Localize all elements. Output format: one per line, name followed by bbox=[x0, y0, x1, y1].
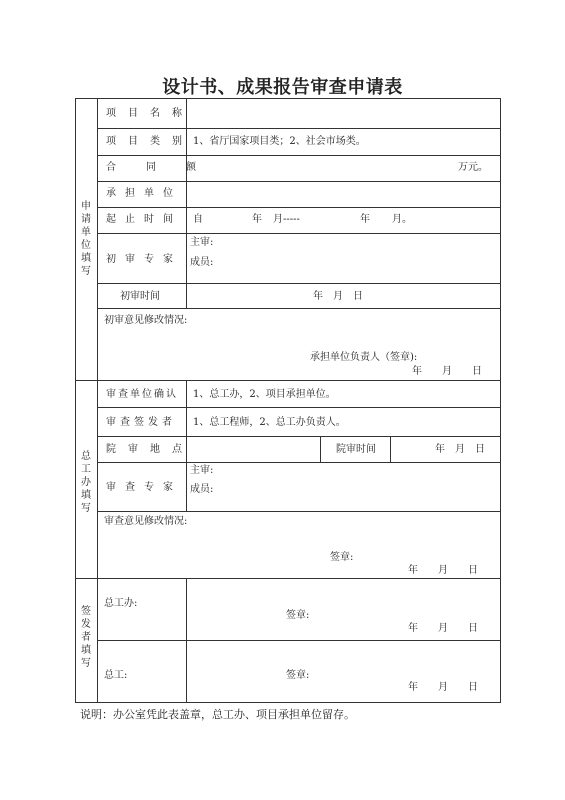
engineer-date: 年 月 日 bbox=[408, 682, 478, 693]
initial-member-label: 成员: bbox=[190, 257, 214, 268]
unit-confirm-label: 审查单位确认 bbox=[106, 389, 178, 400]
section3-side-label: 签发者填写 bbox=[81, 606, 91, 669]
period-month1: 月----- bbox=[273, 214, 300, 225]
section2-side-label: 总工办填写 bbox=[81, 451, 91, 514]
section1-side-label: 申请单位填写 bbox=[81, 201, 91, 277]
venue-label: 院审地点 bbox=[106, 444, 194, 455]
office-seal-label: 签章: bbox=[286, 610, 310, 621]
period-label: 起止时间 bbox=[106, 214, 182, 225]
undertaking-unit-label: 承担单位 bbox=[106, 188, 182, 199]
footnote: 说明：办公室凭此表盖章，总工办、项目承担单位留存。 bbox=[80, 708, 355, 721]
signer-value: 1、总工程师，2、总工办负责人。 bbox=[193, 417, 346, 428]
review-opinion-label: 审查意见修改情况: bbox=[104, 516, 188, 527]
contract-amount-label: 合同额 bbox=[106, 162, 226, 173]
period-year1: 年 bbox=[252, 214, 262, 225]
form-title: 设计书、成果报告审查申请表 bbox=[162, 77, 403, 98]
section2-date: 年 月 日 bbox=[408, 565, 478, 576]
office-date: 年 月 日 bbox=[408, 623, 478, 634]
period-from: 自 bbox=[193, 214, 203, 225]
expert-chief-label: 主审: bbox=[190, 465, 214, 476]
project-name-field[interactable] bbox=[187, 99, 499, 127]
contract-amount-unit: 万元。 bbox=[458, 162, 488, 173]
venue-time-label: 院审时间 bbox=[336, 444, 376, 455]
project-name-label: 项目名称 bbox=[106, 108, 194, 119]
initial-expert-label: 初审专家 bbox=[106, 254, 182, 265]
section1-date: 年 月 日 bbox=[412, 366, 482, 377]
engineer-seal-label: 签章: bbox=[286, 670, 310, 681]
signer-label: 审查签发者 bbox=[106, 417, 176, 428]
section2-seal-label: 签章: bbox=[330, 552, 354, 563]
expert-label: 审查专家 bbox=[106, 482, 182, 493]
initial-time-label: 初审时间 bbox=[120, 291, 160, 302]
responsible-label: 承担单位负责人（签章): bbox=[310, 352, 418, 363]
initial-time-value: 年 月 日 bbox=[313, 291, 363, 302]
initial-opinion-label: 初审意见修改情况: bbox=[104, 315, 188, 326]
engineer-label: 总工: bbox=[104, 670, 128, 681]
period-month2: 月。 bbox=[392, 214, 412, 225]
venue-time-value: 年 月 日 bbox=[435, 444, 485, 455]
project-type-label: 项目类别 bbox=[106, 136, 194, 147]
unit-confirm-value: 1、总工办，2、项目承担单位。 bbox=[193, 389, 336, 400]
initial-chief-label: 主审: bbox=[190, 237, 214, 248]
office-label: 总工办: bbox=[104, 598, 138, 609]
project-type-value: 1、省厅国家项目类；2、社会市场类。 bbox=[193, 136, 366, 147]
expert-member-label: 成员: bbox=[190, 484, 214, 495]
period-year2: 年 bbox=[360, 214, 370, 225]
